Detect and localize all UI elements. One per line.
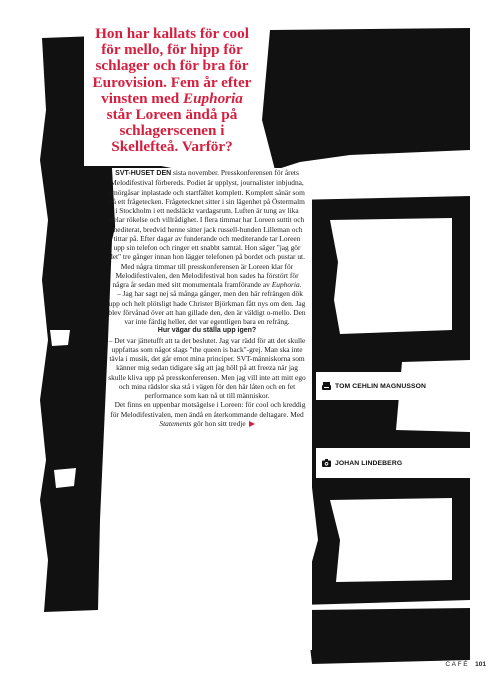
article-paragraph [108,168,306,289]
headline-text-end: står Loreen ändå på schlagerscenen i Skellefteå. Varför? [106,106,238,156]
song-title: Statements [159,418,192,428]
camera-icon [322,459,331,467]
paragraph-text: sista november. Presskonferensen för årets Melodifestival förbereds. Podiet är upplyst, journalister inbjudna, smörgåsar inplastade och startfältet komplett. Komplett sånär som på ett frågetecken. Frågetecknet sitter i sin lägenhet på Östermalm i Stockholm i ett nedsläckt vardagsrum. Luften är tung av lika delar rökelse och villrådighet. I flera timmar har Loreen suttit och mediterat, bredvid henne sitter jack russell-hunden Lilleman och tittar på. Efter dagar av funderande och mediterande tar Loreen upp sin telefon och ringer ett snabbt samtal. Hon säger "jag gör det" tre gånger innan hon lägger telefonen på bordet och pustar ut. Med några timmar till presskonferensen är Loreen klar för Melodifestivalen, den Melodifestival hon sades ha förstört för några år sedan med sitt monumentala framförande av [109,168,305,289]
article-paragraph [108,400,306,428]
article-body [108,168,306,428]
paragraph-text: Det finns en uppenbar motsägelse i Loreen: för cool och kreddig för Melodifestivalen, men ändå en återkommande deltagare. Med [110,400,306,419]
interview-question: Hur vägar du ställa upp igen? [157,327,257,335]
song-title: Euphoria [271,280,300,289]
writer-name: TOM CEHLIN MAGNUSSON [335,382,426,390]
headline-song-title: Euphoria [182,89,243,107]
article-headline [88,26,256,156]
photographer-name: JOHAN LINDEBERG [335,459,403,467]
page-number: 101 [475,661,486,668]
text-credit [322,380,426,392]
article-paragraph: – Det var jättetufft att ta det beslutet. Jag var rädd för att det skulle uppfattas som något slags "the queen is back"-grej. Man ska inte tävla i musik, det går emot mina principer. SVT-människorna som känner mig sedan tidigare såg att jag höll på att freeza när jag skulle kliva upp på presskonferensen. Men jag vill inte att mitt ego och mina rädslor ska stå i vägen för den här låten och en fet performance som kan nå ut till människor. [108,335,306,400]
photo-credit [322,457,402,469]
paragraph-end: gör hon sitt tredje [191,418,246,428]
section-name: CAFÉ [445,661,470,668]
paragraph-end: . [299,280,302,289]
page-footer [445,661,486,668]
lead-in: SVT-HUSET DEN [115,170,172,177]
headline-text: Hon har kallats för cool för mello, för hipp för schlager och för bra för Eurovision. Fem år efter vinsten med [92,25,252,107]
article-paragraph: – Jag har sagt nej så många gånger, men den här refrängen dök upp och helt plötsligt hade Christer Björkman fått nys om den. Jag blev förvånad över att han gillade den, den är väldigt o-mello. Den var inte färdig heller, det var egentligen bara en refräng. [108,289,306,326]
typewriter-icon [322,382,331,390]
triangle-arrow-icon [249,421,255,427]
